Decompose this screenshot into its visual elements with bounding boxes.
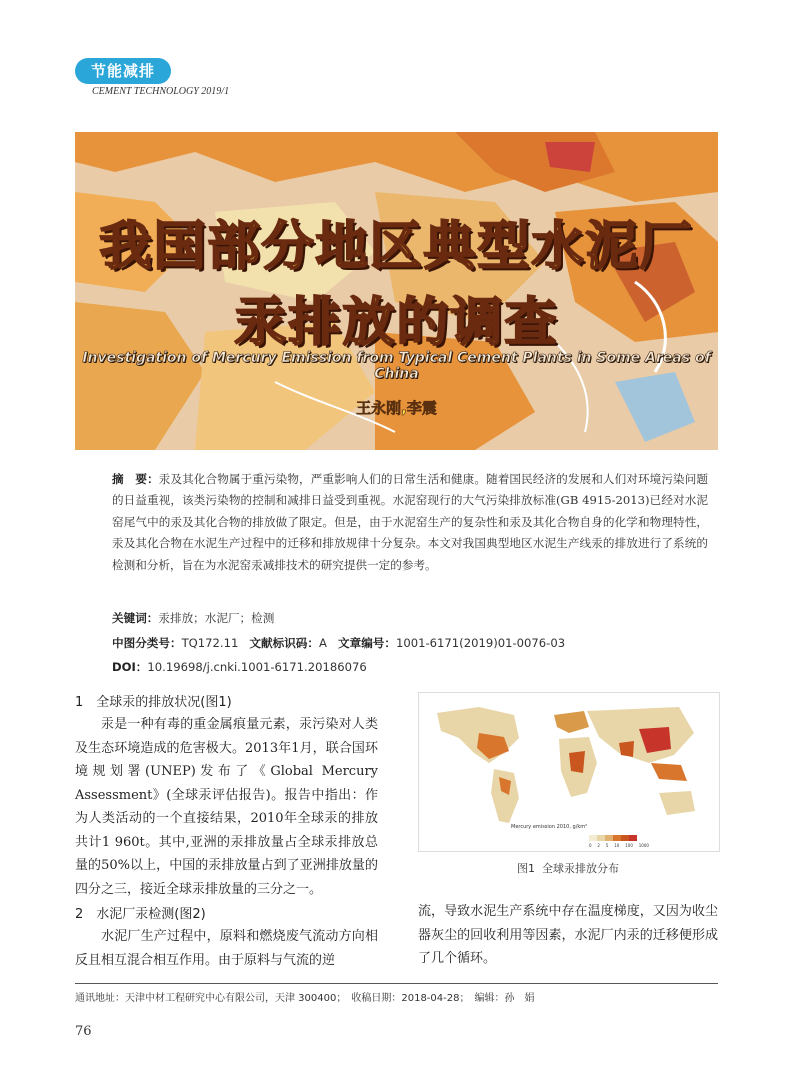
section-2-body: 水泥厂生产过程中，原料和燃烧废气流动方向相反且相互混合相互作用。由于原料与气流的逆 [75,929,378,968]
abstract-text: 汞及其化合物属于重污染物，严重影响人们的日常生活和健康。随着国民经济的发展和人们对环境污染问题的日益重视，该类污染物的控制和减排日益受到重视。水泥窑现行的大气污染排放标准(GB 4915-2013)已经对水泥窑尾气中的汞及其化合物的排放做了限定。但是，由于水泥窑生产的复杂性和汞及其化合物自身的化学和物理特性，汞及其化合物在水泥生产过程中的迁移和排放规律十分复杂。本文对我国典型地区水泥生产线汞的排放进行了系统的检测和分析，旨在为水泥窑汞减排技术的研究提供一定的参考。 [112,472,708,572]
article-number-value: 1001-6171(2019)01-0076-03 [395,636,566,650]
keywords [112,610,274,626]
english-title: Investigation of Mercury Emission from Typical Cement Plants in Some Areas of China [82,350,711,382]
title-line-1: 我国部分地区典型水泥厂 [99,217,694,277]
legend-tick: 10 [614,843,620,848]
clc-label: 中图分类号： [112,636,182,650]
section-2-body-continued: 流，导致水泥生产系统中存在温度梯度，又因为收尘器灰尘的回收利用等因素，水泥厂内汞的迁移便形成了几个循环。 [418,904,718,966]
keywords-text: 汞排放；水泥厂；检测 [158,611,275,625]
section-1-heading: 1 全球汞的排放状况(图1) [75,695,232,710]
legend-tick: 1000 [638,843,649,848]
footer-rule [75,983,718,984]
map-legend [589,835,637,841]
doc-code-value: A [319,636,327,650]
figure-1-caption-text: 全球汞排放分布 [542,862,619,875]
classification-line [112,635,565,651]
doi-value: 10.19698/j.cnki.1001-6171.20186076 [147,660,367,674]
abstract-label: 摘 要： [112,472,159,486]
title-line-2: 汞排放的调查 [234,293,559,353]
doc-code-label: 文献标识码： [249,636,319,650]
authors: 王永刚,李震 [356,399,437,417]
map-legend-title: Mercury emission 2010, g/km² [511,824,588,830]
legend-tick: 5 [605,843,609,848]
section-2-heading: 2 水泥厂汞检测(图2) [75,907,206,922]
legend-tick: 0 [589,843,592,848]
title-banner [75,132,718,450]
legend-tick: 2 [597,843,600,848]
figure-1-caption [418,860,718,876]
keywords-label: 关键词： [112,611,159,625]
figure-1-number: 图1 [517,862,535,875]
doi-label: DOI： [112,660,148,674]
map-legend-ticks [589,843,649,848]
page-number: 76 [75,1024,92,1039]
figure-1-world-map [418,692,720,852]
doi-line [112,659,367,675]
abstract [112,469,708,576]
article-number-label: 文章编号： [338,636,396,650]
legend-tick: 100 [625,843,633,848]
section-1-body: 汞是一种有毒的重金属痕量元素，汞污染对人类及生态环境造成的危害极大。2013年1月，联合国环境规划署(UNEP)发布了《Global Mercury Assessment》(全球汞评估报告)。报告中指出：作为人类活动的一个直接结果，2010年全球汞的排放共计1 960t。其中,亚洲的汞排放量占全球汞排放总量的50%以上，中国的汞排放量占到了亚洲排放量的四分之三，接近全球汞排放量的三分之一。 [75,717,378,897]
journal-name: CEMENT TECHNOLOGY 2019/1 [92,86,230,97]
footer-note: 通讯地址：天津中材工程研究中心有限公司，天津 300400； 收稿日期：2018-04-28； 编辑：孙 娟 [75,993,535,1004]
clc-value: TQ172.11 [181,636,239,650]
section-badge: 节能减排 [75,58,171,84]
